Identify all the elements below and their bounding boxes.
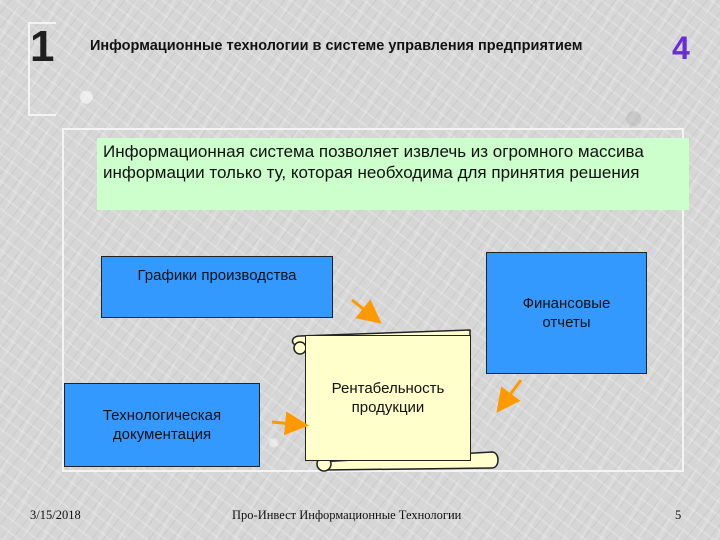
arrow-from-finance-icon	[500, 380, 521, 408]
slide-title: Информационные технологии в системе управления предприятием	[90, 38, 583, 54]
production-graphs-label: Графики производства	[137, 267, 297, 284]
footer-date: 3/15/2018	[30, 508, 81, 522]
footer-center: Про-Инвест Информационные Технологии	[232, 508, 462, 522]
tech-documentation-label: Технологическая документация	[102, 407, 222, 443]
info-box: Информационная система позволяет извлечь из огромного массива информации только ту, которая необходима для принятия решения	[97, 138, 689, 210]
profitability-label: Рентабельность продукции	[331, 380, 445, 416]
slide-number-right: 4	[672, 30, 690, 66]
footer-page-number: 5	[675, 508, 682, 522]
financial-reports-label: Финансовые отчеты	[522, 295, 611, 331]
arrow-from-graphs-icon	[352, 300, 377, 320]
arrow-from-tech-icon	[272, 422, 303, 425]
slide-number-left: 1	[30, 22, 55, 71]
